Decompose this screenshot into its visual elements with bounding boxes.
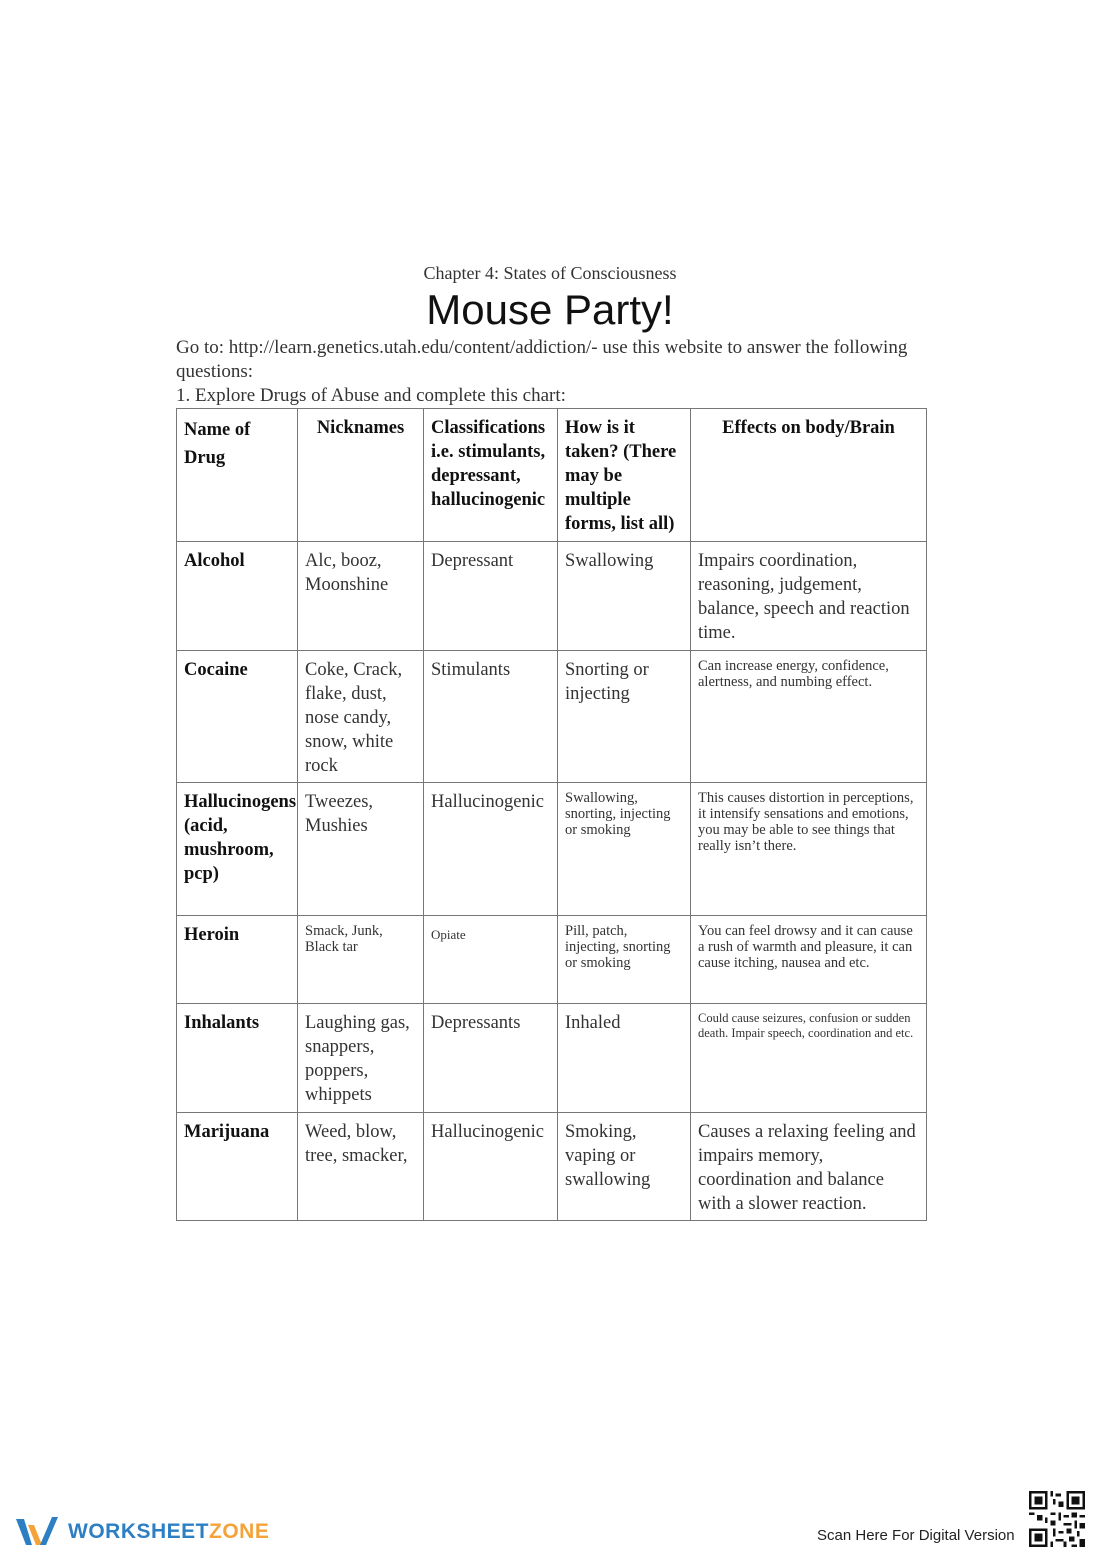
- brand-name: WORKSHEETZONE: [68, 1520, 270, 1543]
- task-text: 1. Explore Drugs of Abuse and complete this chart:: [176, 385, 566, 406]
- drug-classification: Opiate: [424, 916, 558, 1004]
- table-header-row: [177, 409, 927, 542]
- header-how-taken: How is it taken? (There may be multiple forms, list all): [558, 409, 691, 542]
- drug-effects: Can increase energy, confidence, alertness, and numbing effect.: [691, 651, 927, 783]
- drug-classification: Hallucinogenic: [424, 1113, 558, 1221]
- instructions-block: [176, 336, 936, 408]
- header-name-of-drug: Name of Drug: [177, 409, 298, 542]
- table-row: [177, 651, 927, 783]
- worksheetzone-logo-icon: [14, 1515, 60, 1549]
- drug-nicknames: Alc, booz, Moonshine: [298, 542, 424, 651]
- drug-name: Marijuana: [177, 1113, 298, 1221]
- header-nicknames: Nicknames: [298, 409, 424, 542]
- drug-classification: Stimulants: [424, 651, 558, 783]
- drug-nicknames: Coke, Crack, flake, dust, nose candy, snow, white rock: [298, 651, 424, 783]
- drug-nicknames: Tweezes, Mushies: [298, 783, 424, 916]
- drug-classification: Hallucinogenic: [424, 783, 558, 916]
- drug-name: Cocaine: [177, 651, 298, 783]
- drug-how-taken: Swallowing: [558, 542, 691, 651]
- drug-name: Hallucinogens (acid, mushroom, pcp): [177, 783, 298, 916]
- qr-code-icon[interactable]: [1029, 1491, 1085, 1547]
- table-row: [177, 1113, 927, 1221]
- worksheetzone-logo[interactable]: [14, 1512, 269, 1552]
- drug-classification: Depressants: [424, 1004, 558, 1113]
- drug-how-taken: Snorting or injecting: [558, 651, 691, 783]
- table-row: [177, 1004, 927, 1113]
- drug-effects: Causes a relaxing feeling and impairs memory, coordination and balance with a slower reaction.: [691, 1113, 927, 1221]
- drug-nicknames: Laughing gas, snappers, poppers, whippets: [298, 1004, 424, 1113]
- drug-effects: You can feel drowsy and it can cause a rush of warmth and pleasure, it can cause itching, nausea and etc.: [691, 916, 927, 1004]
- drug-classification: Depressant: [424, 542, 558, 651]
- table-row: [177, 916, 927, 1004]
- drug-how-taken: Swallowing, snorting, injecting or smoking: [558, 783, 691, 916]
- table-row: [177, 783, 927, 916]
- drug-nicknames: Smack, Junk, Black tar: [298, 916, 424, 1004]
- drug-effects: This causes distortion in perceptions, it intensify sensations and emotions, you may be able to see things that really isn’t there.: [691, 783, 927, 916]
- drug-effects: Impairs coordination, reasoning, judgement, balance, speech and reaction time.: [691, 542, 927, 651]
- header-classifications: Classifications i.e. stimulants, depressant, hallucinogenic: [424, 409, 558, 542]
- drug-chart-table: [176, 408, 927, 1221]
- drug-name: Alcohol: [177, 542, 298, 651]
- page-title: Mouse Party!: [426, 286, 674, 333]
- header-effects: Effects on body/Brain: [691, 409, 927, 542]
- drug-how-taken: Inhaled: [558, 1004, 691, 1113]
- drug-effects: Could cause seizures, confusion or sudden death. Impair speech, coordination and etc.: [691, 1004, 927, 1113]
- drug-nicknames: Weed, blow, tree, smacker,: [298, 1113, 424, 1221]
- drug-how-taken: Pill, patch, injecting, snorting or smoking: [558, 916, 691, 1004]
- scan-caption: Scan Here For Digital Version: [817, 1527, 1015, 1544]
- table-row: [177, 542, 927, 651]
- drug-name: Heroin: [177, 916, 298, 1004]
- drug-name: Inhalants: [177, 1004, 298, 1113]
- drug-how-taken: Smoking, vaping or swallowing: [558, 1113, 691, 1221]
- chapter-heading: Chapter 4: States of Consciousness: [423, 263, 677, 283]
- instructions-text: Go to: http://learn.genetics.utah.edu/content/addiction/- use this website to answer the following questions:: [176, 337, 908, 382]
